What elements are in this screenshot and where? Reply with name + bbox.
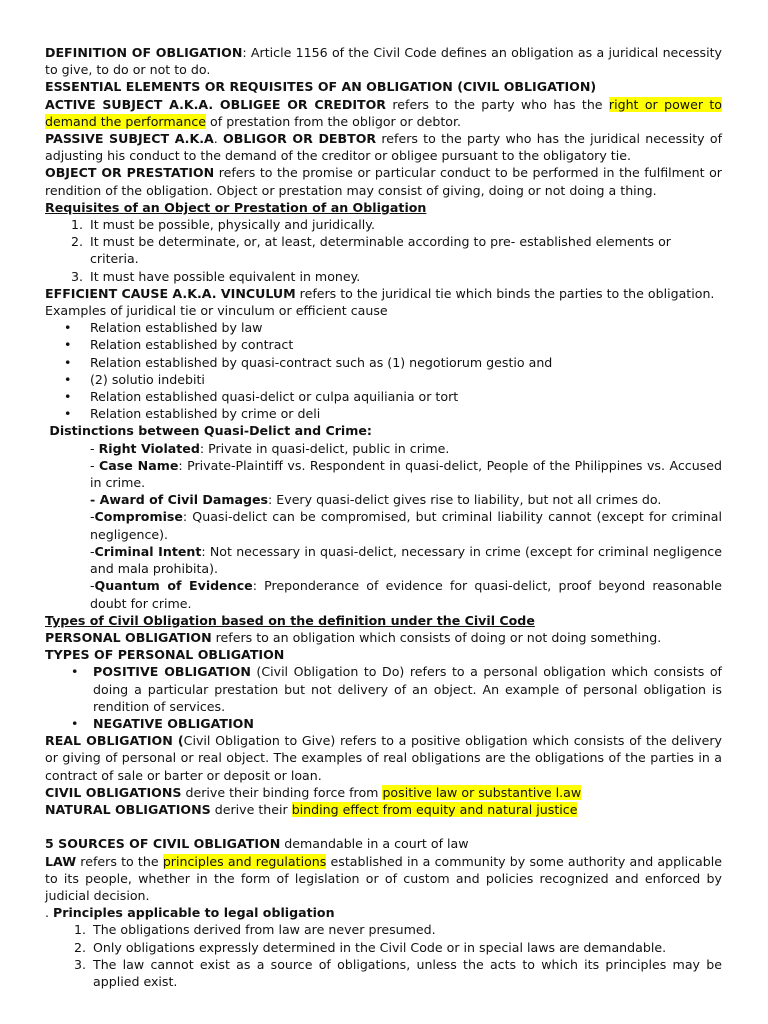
- list-text: Relation established by quasi-contract such as (1) negotiorum gestio and: [90, 354, 553, 370]
- list-item: [45, 336, 722, 353]
- list-item: [45, 371, 722, 388]
- distinction-term: Criminal Intent: [94, 543, 202, 559]
- passive-subject-paragraph: [45, 130, 722, 164]
- distinction-item: [90, 577, 722, 611]
- principles-heading-text: Principles applicable to legal obligation: [53, 905, 335, 921]
- law-term: LAW: [45, 853, 77, 869]
- list-number: 1.: [70, 217, 83, 233]
- distinction-dash: -: [90, 543, 95, 559]
- efficient-cause-text: refers to the juridical tie which binds the parties to the obligation.: [295, 285, 715, 301]
- distinction-text: : Not necessary in quasi-delict, necessary in crime (except for criminal negligence and mala prohibita).: [90, 543, 722, 577]
- list-text: Relation established quasi-delict or culpa aquiliania or tort: [90, 389, 459, 405]
- list-text: It must be possible, physically and juridically.: [90, 217, 375, 233]
- distinction-term: - Award of Civil Damages: [90, 492, 269, 508]
- personal-obligation-term: PERSONAL OBLIGATION: [45, 629, 212, 645]
- passive-subject-term-2: OBLIGOR OR DEBTOR: [223, 131, 377, 147]
- distinctions-heading-text: Distinctions between Quasi-Delict and Crime:: [45, 423, 372, 439]
- passive-subject-sep: .: [213, 131, 224, 147]
- distinction-text: : Private in quasi-delict, public in crime.: [199, 440, 450, 456]
- bullet-icon: •: [71, 664, 79, 680]
- efficient-cause-term: EFFICIENT CAUSE A.K.A. VINCULUM: [45, 285, 296, 301]
- principles-prefix: .: [45, 905, 54, 921]
- list-item: [45, 921, 722, 938]
- list-item: [45, 319, 722, 336]
- object-text: refers to the promise or particular conduct to be performed in the fulfilment or rendition of the obligation. Object or prestation may consist of giving, doing or not doing a thing.: [45, 165, 722, 198]
- efficient-cause-paragraph: [45, 285, 722, 302]
- list-text: Only obligations expressly determined in the Civil Code or in special laws are demandable.: [93, 939, 667, 955]
- list-item: [45, 354, 722, 371]
- distinction-dash: -: [90, 440, 99, 456]
- vinculum-examples-intro: Examples of juridical tie or vinculum or efficient cause: [45, 303, 388, 319]
- real-obligation-term: REAL OBLIGATION (: [45, 733, 184, 749]
- list-text: [93, 715, 722, 732]
- law-text-end: established in a community by some authority and applicable to its people, whether in the form of legislation or of custom and policies recognized and enforced by judicial decision.: [45, 853, 723, 903]
- distinction-item: [90, 457, 722, 491]
- list-text: The law cannot exist as a source of obligations, unless the acts to which its principles may be applied exist.: [93, 956, 722, 989]
- distinction-dash: -: [90, 578, 95, 594]
- distinctions-heading: [45, 422, 722, 439]
- active-subject-paragraph: [45, 96, 722, 130]
- list-item: [45, 268, 722, 285]
- object-term: OBJECT OR PRESTATION: [45, 165, 215, 181]
- definition-term: DEFINITION OF OBLIGATION: [45, 45, 243, 60]
- distinction-term: Compromise: [94, 509, 183, 525]
- types-personal-heading-text: TYPES OF PERSONAL OBLIGATION: [45, 647, 285, 663]
- list-item: [45, 663, 722, 715]
- negative-obligation-term: NEGATIVE OBLIGATION: [93, 715, 254, 731]
- principles-heading: [45, 904, 722, 921]
- types-personal-heading: [45, 646, 722, 663]
- distinction-item: [90, 543, 722, 577]
- sources-text: demandable in a court of law: [280, 836, 469, 852]
- natural-obligations-text: derive their: [210, 801, 292, 817]
- distinctions-block: [45, 440, 722, 612]
- positive-obligation-text: (Civil Obligation to Do) refers to a personal obligation which consists of doing a particular prestation but not delivery of an object. An example of personal obligation is rendition of services.: [93, 664, 722, 714]
- vinculum-list: [45, 319, 722, 422]
- distinction-item: [90, 491, 722, 508]
- bullet-icon: •: [64, 371, 72, 387]
- list-item: [45, 939, 722, 956]
- bullet-icon: •: [64, 337, 72, 353]
- list-item: [45, 233, 722, 267]
- distinction-item: [90, 440, 722, 457]
- types-heading: [45, 612, 722, 629]
- civil-obligations-term: CIVIL OBLIGATIONS: [45, 784, 182, 800]
- types-heading-text: Types of Civil Obligation based on the definition under the Civil Code: [45, 612, 535, 628]
- distinction-dash: -: [90, 509, 95, 525]
- requisites-heading-text: Requisites of an Object or Prestation of an Obligation: [45, 199, 427, 215]
- passive-subject-term: PASSIVE SUBJECT A.K.A: [45, 131, 214, 147]
- definition-paragraph: [45, 44, 722, 78]
- personal-obligation-paragraph: [45, 629, 722, 646]
- list-text: It must be determinate, or, at least, determinable according to pre- established elements or criteria.: [90, 234, 671, 267]
- sources-term: 5 SOURCES OF CIVIL OBLIGATION: [45, 836, 281, 852]
- passive-subject-text: refers to the party who has the juridical necessity of adjusting his conduct to the demand of the creditor or obligee pursuant to the obligatory tie.: [45, 131, 723, 164]
- list-text: (2) solutio indebiti: [90, 371, 205, 387]
- list-text: Relation established by law: [90, 320, 263, 336]
- list-item: [45, 405, 722, 422]
- list-number: 3.: [70, 268, 83, 284]
- distinction-item: [90, 508, 722, 542]
- personal-obligation-text: refers to an obligation which consists of doing or not doing something.: [211, 629, 662, 645]
- law-highlight: principles and regulations: [162, 853, 327, 869]
- essential-elements-heading-text: ESSENTIAL ELEMENTS OR REQUISITES OF AN OBLIGATION (CIVIL OBLIGATION): [45, 79, 597, 95]
- requisites-heading: [45, 199, 722, 216]
- list-item: [45, 216, 722, 233]
- natural-obligations-highlight: binding effect from equity and natural justice: [291, 801, 578, 817]
- real-obligation-paragraph: [45, 732, 722, 784]
- list-item: [45, 715, 722, 732]
- bullet-icon: •: [64, 406, 72, 422]
- civil-obligations-highlight: positive law or substantive l.aw: [382, 784, 582, 800]
- essential-elements-heading: [45, 78, 722, 95]
- definition-text: : Article 1156 of the Civil Code defines an obligation as a juridical necessity to give, to do or not to do.: [45, 45, 722, 78]
- distinction-text: : Every quasi-delict gives rise to liability, but not all crimes do.: [268, 492, 662, 508]
- distinction-dash: -: [90, 457, 100, 473]
- blank-line: [45, 818, 722, 835]
- natural-obligations-paragraph: [45, 801, 722, 818]
- law-text: refers to the: [76, 853, 163, 869]
- distinction-term: Right Violated: [98, 440, 200, 456]
- civil-obligations-text: derive their binding force from: [181, 784, 383, 800]
- distinction-text: : Private-Plaintiff vs. Respondent in quasi-delict, People of the Philippines vs. Accused in crime.: [90, 457, 722, 491]
- natural-obligations-term: NATURAL OBLIGATIONS: [45, 801, 211, 817]
- bullet-icon: •: [64, 389, 72, 405]
- requisites-list: [45, 216, 722, 285]
- list-number: 2.: [73, 939, 86, 955]
- active-subject-term: ACTIVE SUBJECT A.K.A. OBLIGEE OR CREDITOR: [45, 96, 387, 112]
- object-paragraph: [45, 164, 722, 198]
- sources-paragraph: [45, 835, 722, 852]
- active-subject-text-end: of prestation from the obligor or debtor.: [206, 113, 462, 129]
- distinction-term: Case Name: [99, 457, 179, 473]
- list-text: It must have possible equivalent in money.: [90, 268, 361, 284]
- list-text: Relation established by contract: [90, 337, 294, 353]
- distinction-term: Quantum of Evidence: [94, 578, 253, 594]
- list-number: 1.: [73, 922, 86, 938]
- legal-principles-list: [45, 921, 722, 990]
- personal-types-list: [45, 663, 722, 732]
- bullet-icon: •: [64, 320, 72, 336]
- active-subject-highlight: right or power to demand the performance: [45, 96, 722, 129]
- civil-obligations-paragraph: [45, 784, 722, 801]
- bullet-icon: •: [64, 354, 72, 370]
- list-text: [93, 663, 722, 715]
- distinction-text: : Quasi-delict can be compromised, but criminal liability cannot (except for criminal negligence).: [90, 509, 722, 542]
- law-paragraph: [45, 853, 722, 905]
- active-subject-text: refers to the party who has the: [386, 96, 609, 112]
- list-text: The obligations derived from law are never presumed.: [93, 922, 436, 938]
- real-obligation-text: Civil Obligation to Give) refers to a positive obligation which consists of the delivery or giving of personal or real object. The examples of real obligations are the obligations of the parties in a contract of sale or barter or deposit or loan.: [45, 733, 722, 783]
- distinction-text: : Preponderance of evidence for quasi-delict, proof beyond reasonable doubt for crime.: [90, 578, 722, 611]
- list-text: Relation established by crime or deli: [90, 406, 321, 422]
- bullet-icon: •: [71, 715, 79, 731]
- list-number: 2.: [70, 234, 83, 250]
- list-item: [45, 956, 722, 990]
- list-item: [45, 388, 722, 405]
- positive-obligation-term: POSITIVE OBLIGATION: [93, 664, 251, 680]
- list-number: 3.: [73, 956, 86, 972]
